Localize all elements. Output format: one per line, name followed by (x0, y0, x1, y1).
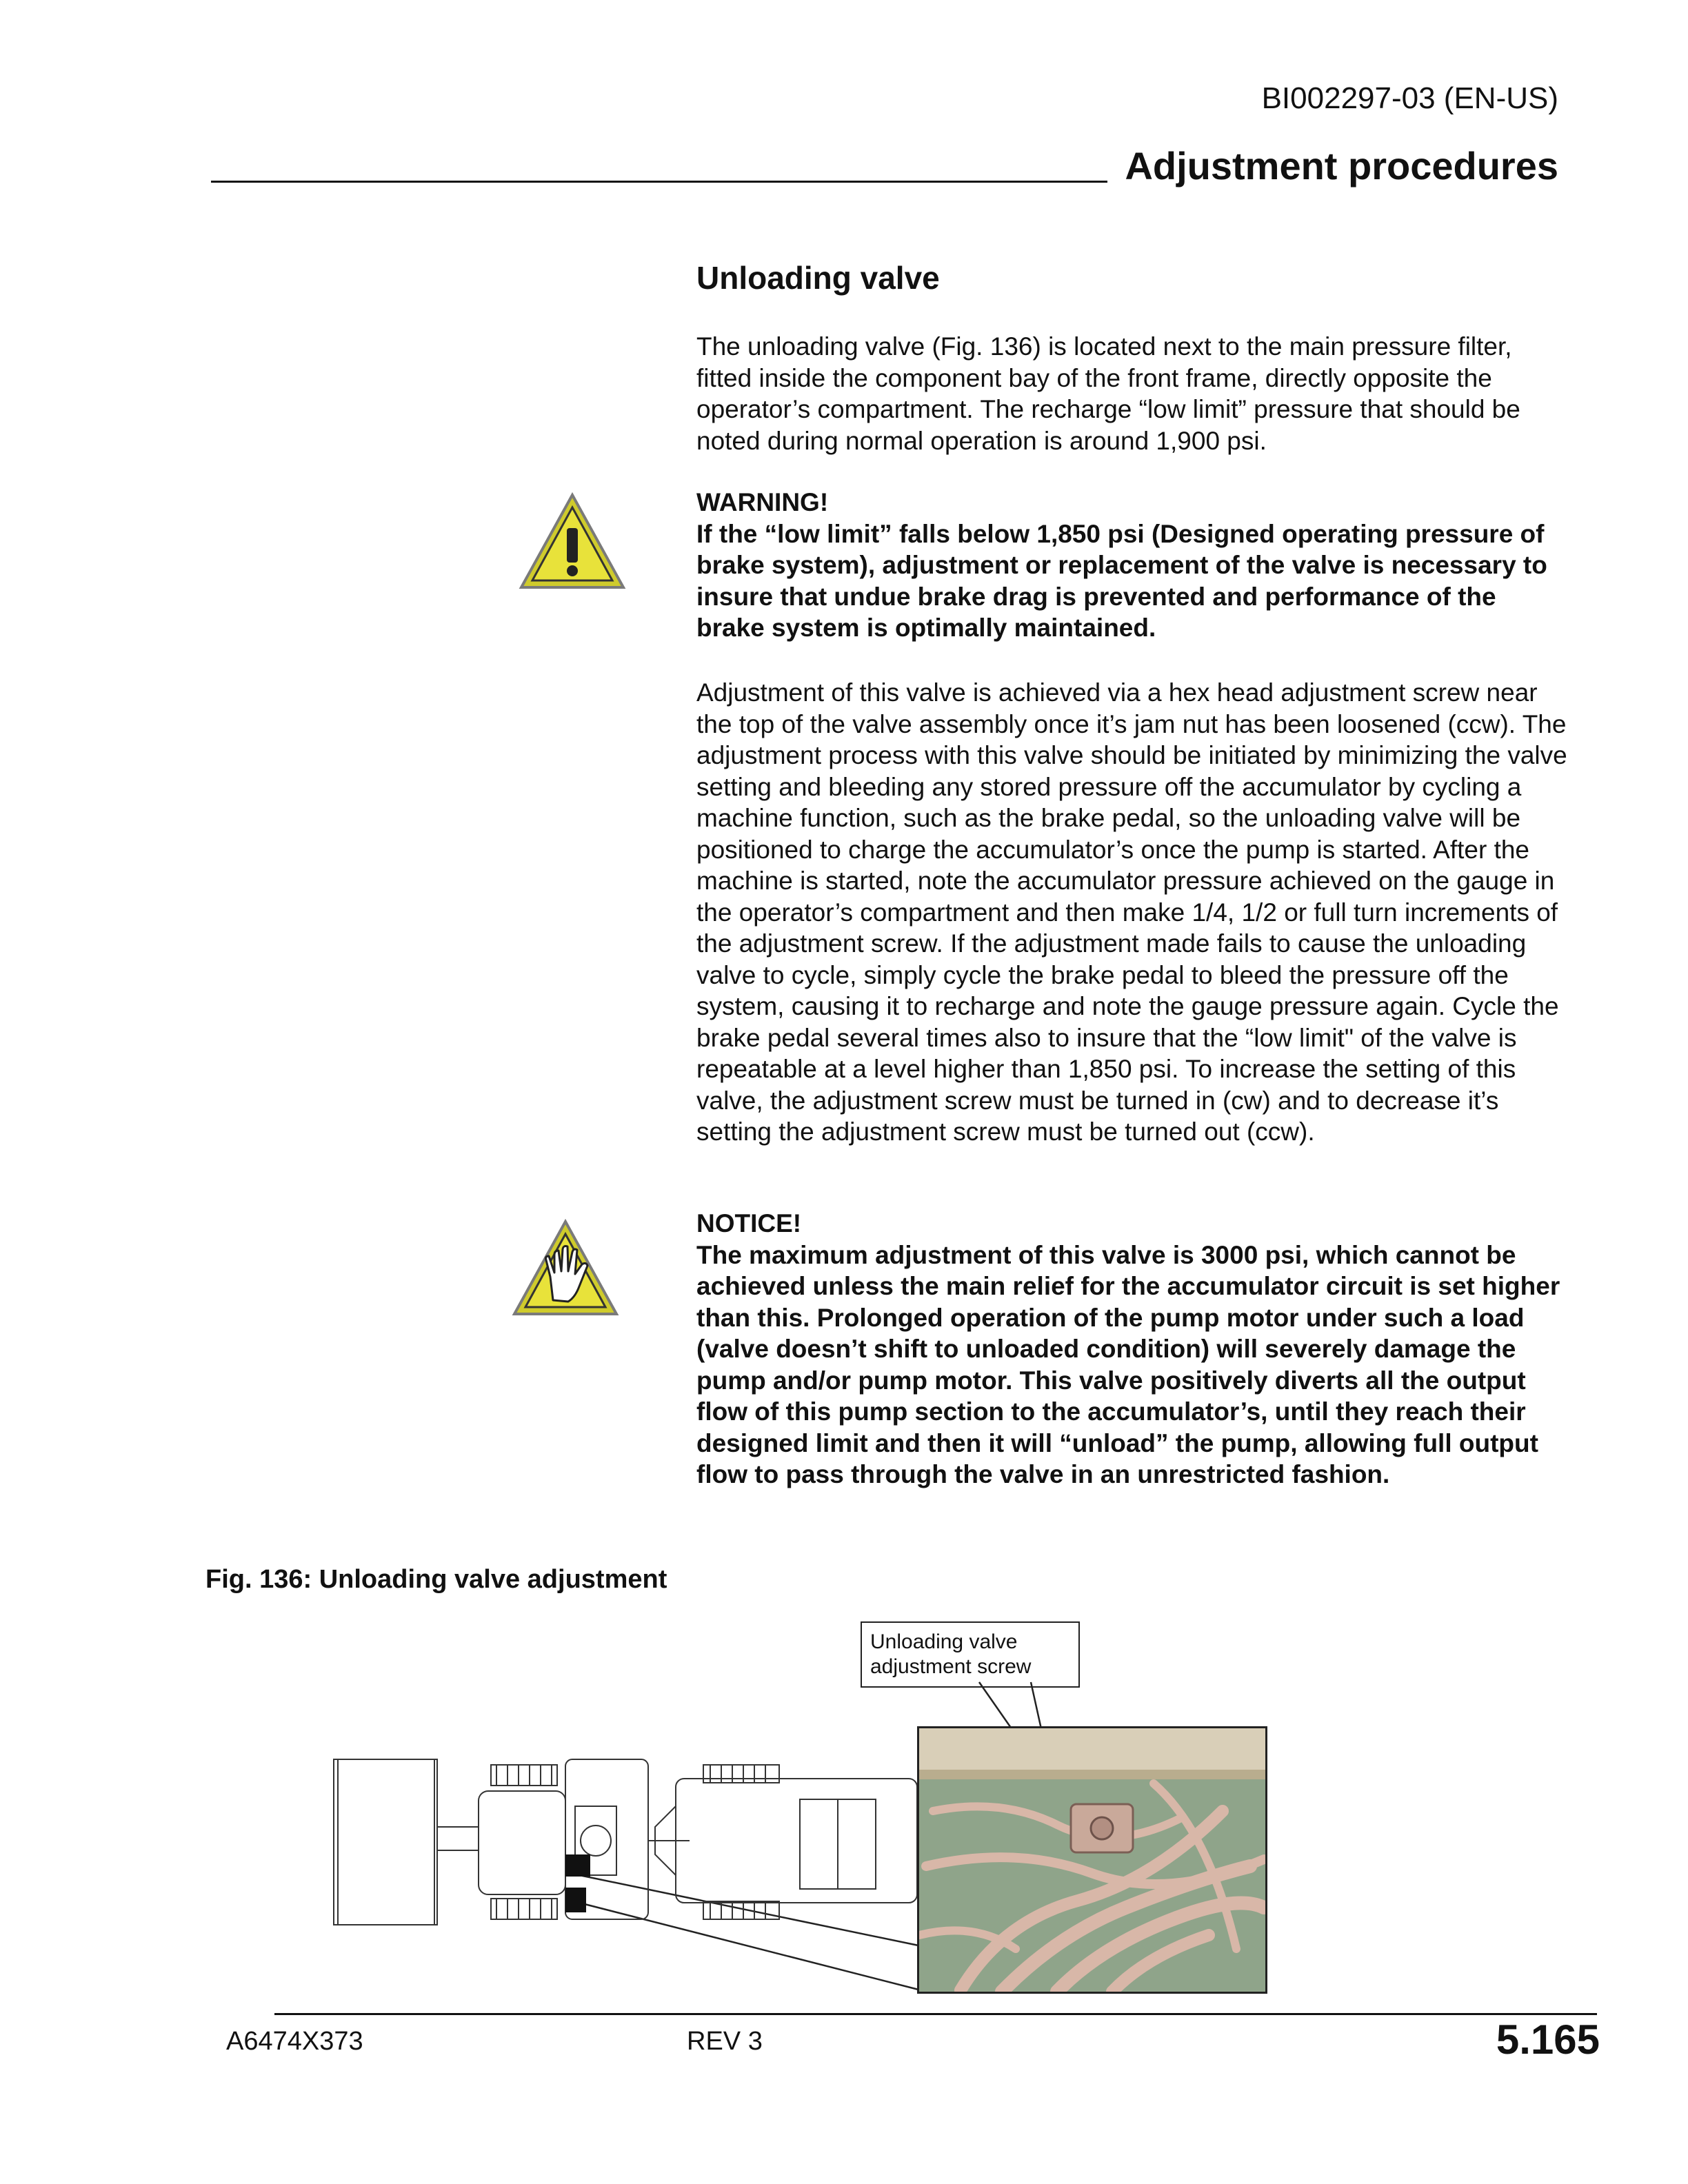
notice-text: The maximum adjustment of this valve is 3000 psi, which cannot be achieved unless the main relief for the accumulator circuit is set higher than this. Prolonged operation of the pump motor under such a load (valve doesn’t shift to unloaded condition) will severely damage the pump and/or pump motor. This valve positively diverts all the output flow of this pump section to the accumulator’s, until they reach their designed limit and then it will “unload” the pump, allowing full output flow to pass through the valve in an unrestricted fashion. (696, 1240, 1560, 1488)
document-id: BI002297-03 (EN-US) (1261, 81, 1558, 115)
callout-label: Unloading valve adjustment screw (861, 1621, 1080, 1688)
subsection-title: Unloading valve (696, 260, 940, 296)
warning-text: If the “low limit” falls below 1,850 psi (Designed operating pressure of brake system), adjustment or replacement of the valve is necessary to insure that undue brake drag is prevented and performance of the brake system is optimally maintained. (696, 519, 1547, 642)
page-number: 5.165 (1496, 2016, 1600, 2063)
intro-paragraph: The unloading valve (Fig. 136) is located next to the main pressure filter, fitted inside the component bay of the front frame, directly opposite the operator’s compartment. The recharge “low limit” pressure that should be noted during normal operation is around 1,900 psi. (696, 332, 1520, 455)
footer-rule (274, 2013, 1597, 2015)
machine-diagram (331, 1751, 924, 1937)
adjustment-paragraph: Adjustment of this valve is achieved via a hex head adjustment screw near the top of the valve assembly once it’s jam nut has been loosened (ccw). The adjustment process with this valve should be initiated by minimizing the valve setting and bleeding any stored pressure off the accumulator by cycling a machine function, such as the brake pedal, so the unloading valve will be positioned to charge the accumulator’s once the pump is started. After the machine is started, note the accumulator pressure achieved on the gauge in the operator’s compartment and then make 1/4, 1/2 or full turn increments of the adjustment screw. If the adjustment made fails to cause the unloading valve to cycle, simply cycle the brake pedal to bleed the pressure off the system, causing it to recharge and note the gauge pressure again. Cycle the brake pedal several times also to insure that the “low limit" of the valve is repeatable at a level higher than 1,850 psi. To increase the setting of this valve, the adjustment screw must be turned in (cw) and to decrease it’s setting the adjustment screw must be turned out (ccw). (696, 678, 1567, 1146)
figure-caption: Fig. 136: Unloading valve adjustment (205, 1565, 667, 1594)
warning-label: WARNING! (696, 488, 829, 516)
section-title: Adjustment procedures (1125, 144, 1558, 188)
footer-revision: REV 3 (687, 2027, 763, 2056)
valve-photo (917, 1726, 1267, 1994)
notice-label: NOTICE! (696, 1209, 802, 1237)
footer-doc-number: A6474X373 (226, 2027, 363, 2056)
